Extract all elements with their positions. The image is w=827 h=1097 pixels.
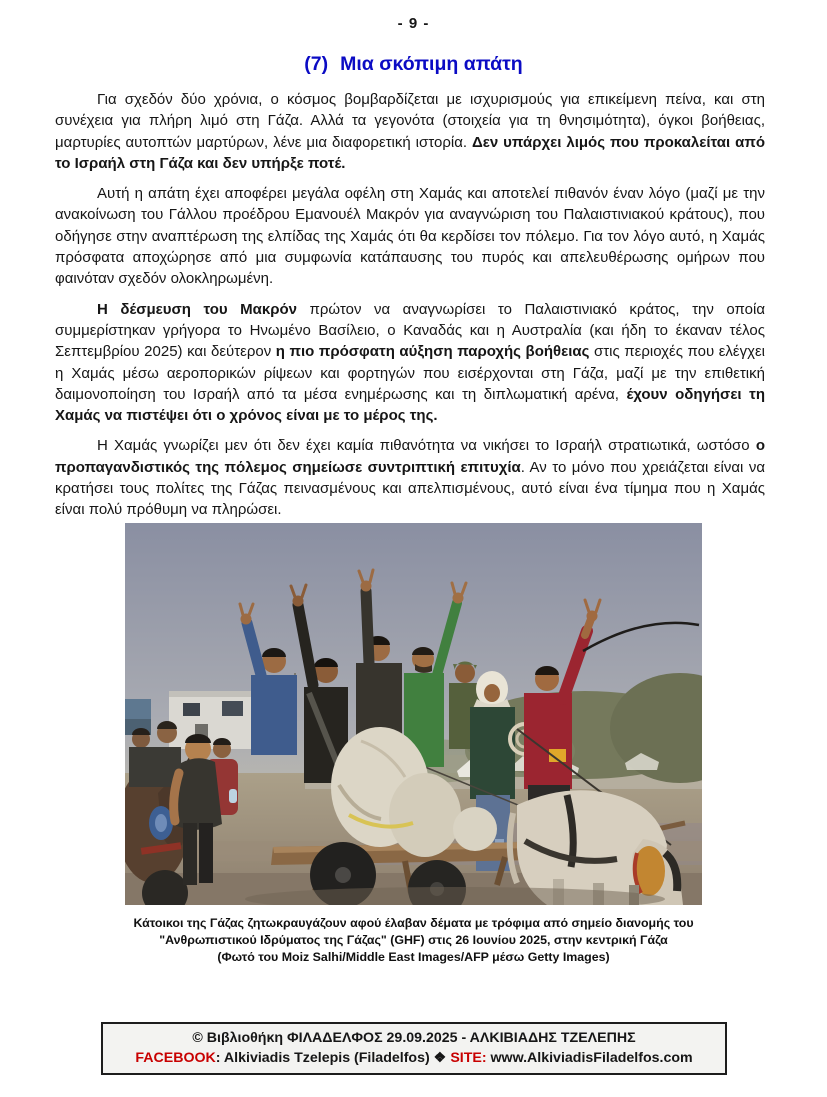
text-run: στις περιοχές που ελέγχει η Χαμάς μέσω αεροπορικών ρίψεων και φορτηγών που εισέρχονται στη Γάζα, μαζί με την επιθετική δαιμονοποίηση του Ισραήλ από τα μέσα ενημέρωσης και τη διπλωματική αρένα,	[55, 343, 765, 403]
text-run: Για σχεδόν δύο χρόνια, ο κόσμος βομβαρδίζεται με ισχυρισμούς για επικείμενη πείνα, και στη συνέχεια για πλήρη λιμό στη Γάζα. Αλλά τα γεγονότα (στοιχεία για τη θνησιμότητα), όγκοι βοήθειας, μαρτυρίες αυτοπτών μαρτύρων, λένε μια διαφορετική ιστορία.	[55, 91, 765, 151]
site-label: SITE:	[450, 1050, 487, 1066]
page-number: - 9 -	[397, 15, 430, 32]
text-run: ο προπαγανδιστικός της πόλεμος σημείωσε συντριπτική επιτυχία	[55, 437, 765, 476]
facebook-value: : Alkiviadis Tzelepis (Filadelfos)	[215, 1050, 434, 1066]
facebook-label: FACEBOOK	[135, 1050, 216, 1066]
text-run: πρώτον να αναγνωρίσει το Παλαιστινιακό κράτος, την οποία συμμερίστηκαν γρήγορα το Ηνωμένο Βασίλειο, ο Καναδάς και η Αυστραλία (και ήδη το έκαναν τέλος Σεπτεμβρίου 2025) και δεύτερον	[55, 300, 765, 361]
caption-line: "Ανθρωπιστικού Ιδρύματος της Γάζας" (GHF) στις 26 Ιουνίου 2025, στην κεντρική Γάζα	[159, 933, 668, 947]
text-run: Δεν υπάρχει λιμός που προκαλείται από το Ισραήλ στη Γάζα και δεν υπήρξε ποτέ.	[55, 133, 765, 172]
text-run: η πιο πρόσφατη αύξηση παροχής βοήθειας	[275, 343, 590, 361]
text-run: Η δέσμευση του Μακρόν	[97, 300, 297, 318]
site-value: www.AlkiviadisFiladelfos.com	[486, 1050, 693, 1066]
caption-line: Κάτοικοι της Γάζας ζητωκραυγάζουν αφού έλαβαν δέματα με τρόφιμα από σημείο διανομής του	[133, 916, 694, 930]
paragraph	[55, 89, 765, 174]
photo-illustration	[125, 523, 702, 905]
section-number: (7)	[304, 53, 329, 75]
photo-figure	[0, 523, 827, 966]
paragraph	[55, 299, 765, 427]
text-run: . Αν το μόνο που χρειάζεται είναι να κρατήσει τους πολίτες της Γάζας πεινασμένους και απελπισμένους, αυτό είναι ένα τίμημα που η Χαμάς είναι πολύ πρόθυμη να πληρώσει.	[55, 458, 766, 519]
gaza-cart-photo	[125, 523, 702, 905]
footer-copyright: © Βιβλιοθήκη ΦΙΛΑΔΕΛΦΟΣ 29.09.2025 - ΑΛΚΙΒΙΑΔΗΣ ΤΖΕΛΕΠΗΣ	[192, 1030, 636, 1046]
section-heading	[0, 53, 827, 76]
text-run: έχουν οδηγήσει τη Χαμάς να πιστέψει ότι ο χρόνος είναι με το μέρος της.	[55, 385, 765, 425]
article-body	[55, 89, 765, 521]
caption-line: (Φωτό του Moiz Salhi/Middle East Images/AFP μέσω Getty Images)	[217, 950, 610, 964]
section-title: Μια σκόπιμη απάτη	[340, 53, 523, 75]
footer-box	[101, 1022, 727, 1075]
diamond-icon: ❖	[433, 1050, 451, 1066]
text-run: Αυτή η απάτη έχει αποφέρει μεγάλα οφέλη στη Χαμάς και αποτελεί πιθανόν έναν λόγο (μαζί με την ανακοίνωση του Γάλλου προέδρου Εμανουέλ Μακρόν για αναγνώριση του Παλαιστινιακού κράτους), που οδήγησε στην αναπτέρωση της ελπίδας της Χαμάς ότι θα κερδίσει τον πόλεμο. Για τον λόγο αυτό, η Χαμάς πρόσφατα αποχώρησε από μια συμφωνία κατάπαυσης του πυρός και απελευθέρωσης ομήρων που φαινόταν σχεδόν ολοκληρωμένη.	[55, 185, 765, 288]
paragraph	[55, 435, 765, 520]
footer-links	[103, 1048, 725, 1068]
paragraph	[55, 183, 765, 289]
text-run: Η Χαμάς γνωρίζει μεν ότι δεν έχει καμία πιθανότητα να νικήσει το Ισραήλ στρατιωτικά, ωστόσο	[97, 437, 756, 455]
photo-caption	[0, 915, 827, 966]
